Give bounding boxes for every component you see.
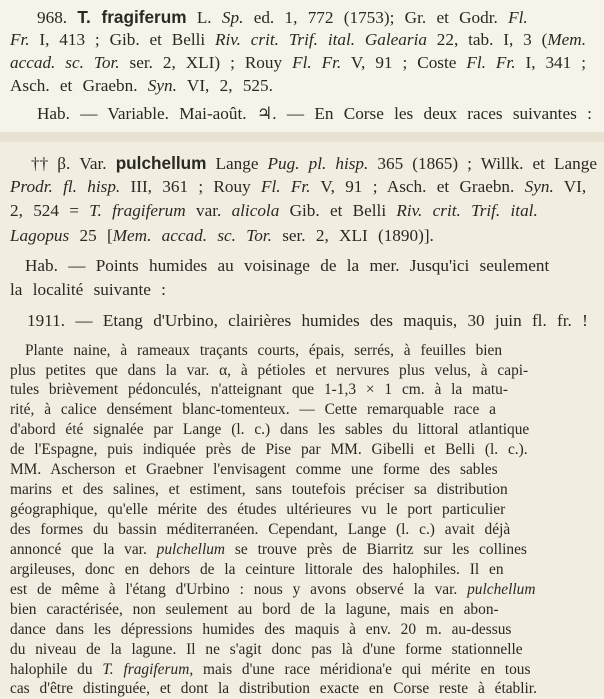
- record-line: [27, 311, 588, 331]
- taxon-name: T. fragiferum: [77, 7, 187, 27]
- italic-run: Fl. Fr.: [260, 177, 311, 196]
- text-line: [31, 153, 597, 174]
- text-run: se trouve près de Biarritz sur les collines: [225, 541, 527, 558]
- note-line: [10, 460, 498, 480]
- text-run: dance dans les dépressions humides des maquis à env. 20 m. au-dessus: [10, 621, 512, 638]
- text-run: d'abord été signalée par Lange (l. c.) dans les sables du littoral atlantique: [10, 421, 530, 438]
- text-run: de l'Espagne, puis indiquée près de Pise par MM. Gibelli et Belli (l. c.).: [10, 441, 528, 458]
- habitat-line: [37, 104, 592, 124]
- italic-run: alicola: [231, 201, 280, 220]
- text-run: bien caractérisée, non seulement au bord de la lagune, mais en abon-: [10, 601, 499, 618]
- italic-run: pulchellum: [156, 541, 226, 558]
- text-line: [10, 226, 434, 246]
- note-line: [10, 600, 499, 620]
- text-run: I, 413 ; Gib. et Belli: [29, 30, 216, 49]
- note-line: [10, 520, 510, 540]
- note-line: [10, 500, 505, 520]
- text-line: [10, 280, 166, 300]
- note-line: [10, 679, 537, 699]
- italic-run: Prodr. fl. hisp.: [10, 177, 121, 196]
- text-run: I, 341 ;: [515, 53, 586, 72]
- text-run: ser. 2, XLI) ; Rouy: [119, 53, 293, 72]
- text-run: halophile du: [10, 661, 103, 678]
- text-line: [37, 7, 528, 28]
- italic-run: Syn.: [147, 76, 177, 95]
- habitat-line: [25, 256, 549, 276]
- italic-run: Fr.: [10, 30, 30, 49]
- text-run: géographique, qu'elle mérite des études ultérieures vu le port particulier: [10, 501, 506, 518]
- text-run: †† β. Var.: [31, 154, 116, 173]
- note-line: [10, 400, 496, 420]
- text-run: est de même à l'étang d'Urbino : nous y avons observé la var.: [10, 581, 468, 598]
- text-run: ser. 2, XLI (1890)].: [271, 226, 434, 245]
- italic-run: T. fragiferum: [89, 201, 186, 220]
- note-line: [10, 440, 528, 460]
- text-run: V, 91 ; Coste: [341, 53, 467, 72]
- taxon-name: pulchellum: [115, 153, 207, 173]
- italic-run: Sp.: [221, 8, 244, 27]
- note-line: [10, 420, 529, 440]
- italic-run: Mem.: [547, 30, 586, 49]
- text-run: Asch. et Graebn.: [10, 76, 148, 95]
- italic-run: T. fragiferum: [102, 661, 190, 678]
- text-run: du niveau de la lagune. Il ne s'agit donc pas là d'une forme stationnelle: [10, 641, 523, 658]
- text-run: V, 91 ; Asch. et Graebn.: [310, 177, 525, 196]
- text-run: Hab. — Points humides au voisinage de la mer. Jusqu'ici seulement: [25, 256, 550, 275]
- text-run: Hab. — Variable. Mai-août. ♃. — En Corse les deux races suivantes :: [37, 104, 592, 123]
- italic-run: Fl. Fr.: [292, 53, 342, 72]
- text-run: , mais d'une race méridiona'e qui mérite en tous: [189, 661, 531, 678]
- note-line: [10, 380, 508, 400]
- text-run: ed. 1, 772 (1753); Gr. et Godr.: [243, 8, 509, 27]
- text-run: plus petites que dans la var. α, à pétioles et nervures plus velus, à capi-: [10, 362, 529, 379]
- italic-run: Riv. crit. Trif. ital. Galearia: [215, 30, 427, 49]
- text-run: cas d'être distinguée, et dont la distribution exacte en Corse reste à établir.: [10, 680, 537, 697]
- italic-run: Syn.: [524, 177, 554, 196]
- text-run: la localité suivante :: [10, 280, 166, 299]
- italic-run: accad. sc. Tor.: [10, 53, 120, 72]
- text-run: 1911. — Etang d'Urbino, clairières humides des maquis, 30 juin fl. fr. !: [27, 311, 588, 330]
- italic-run: Fl. Fr.: [466, 53, 516, 72]
- italic-run: Lagopus: [10, 226, 70, 245]
- italic-run: Fl.: [508, 8, 528, 27]
- text-run: rité, à calice densément blanc-tomenteux. — Cette remarquable race a: [10, 401, 497, 418]
- italic-run: Mem. accad. sc. Tor.: [112, 226, 272, 245]
- scan-gap: [0, 132, 604, 142]
- note-line: [10, 580, 536, 600]
- text-run: 365 (1865) ; Willk. et Lange: [368, 154, 597, 173]
- italic-run: pulchellum: [467, 581, 536, 598]
- text-run: tules brièvement pédonculés, n'atteignant que 1-1,3 × 1 cm. à la matu-: [10, 381, 508, 398]
- text-run: argileuses, donc en dehors de la ceinture littorale des halophiles. Il en: [10, 561, 504, 578]
- note-line: [10, 361, 528, 381]
- note-line: [10, 480, 508, 500]
- text-line: [10, 53, 586, 73]
- text-line: [10, 30, 586, 50]
- text-run: Gib. et Belli: [279, 201, 397, 220]
- text-run: 22, tab. I, 3 (: [426, 30, 548, 49]
- text-line: [10, 76, 273, 96]
- text-run: Plante naine, à rameaux traçants courts, épais, serrés, à feuilles bien: [25, 342, 503, 359]
- note-line: [10, 620, 511, 640]
- text-line: [10, 201, 538, 221]
- text-run: III, 361 ; Rouy: [120, 177, 261, 196]
- note-line: [10, 660, 530, 680]
- text-run: annoncé que la var.: [10, 541, 157, 558]
- text-run: 2, 524 =: [10, 201, 90, 220]
- text-line: [10, 177, 586, 197]
- text-run: VI,: [553, 177, 587, 196]
- text-run: des formes du bassin méditerranéen. Cependant, Lange (l. c.) avait déjà: [10, 521, 511, 538]
- note-line: [10, 640, 523, 660]
- text-run: MM. Ascherson et Graebner l'envisagent comme une forme des sables: [10, 461, 498, 478]
- text-run: VI, 2, 525.: [176, 76, 273, 95]
- note-line: [25, 341, 502, 361]
- text-run: 968.: [37, 8, 78, 27]
- text-run: marins et des salines, et estiment, sans toutefois préciser sa distribution: [10, 481, 508, 498]
- text-run: Lange: [206, 154, 268, 173]
- text-run: 25 [: [69, 226, 113, 245]
- text-run: L.: [186, 8, 222, 27]
- note-line: [10, 540, 527, 560]
- italic-run: Pug. pl. hisp.: [267, 154, 369, 173]
- italic-run: Riv. crit. Trif. ital.: [396, 201, 538, 220]
- text-run: var.: [185, 201, 232, 220]
- note-line: [10, 560, 504, 580]
